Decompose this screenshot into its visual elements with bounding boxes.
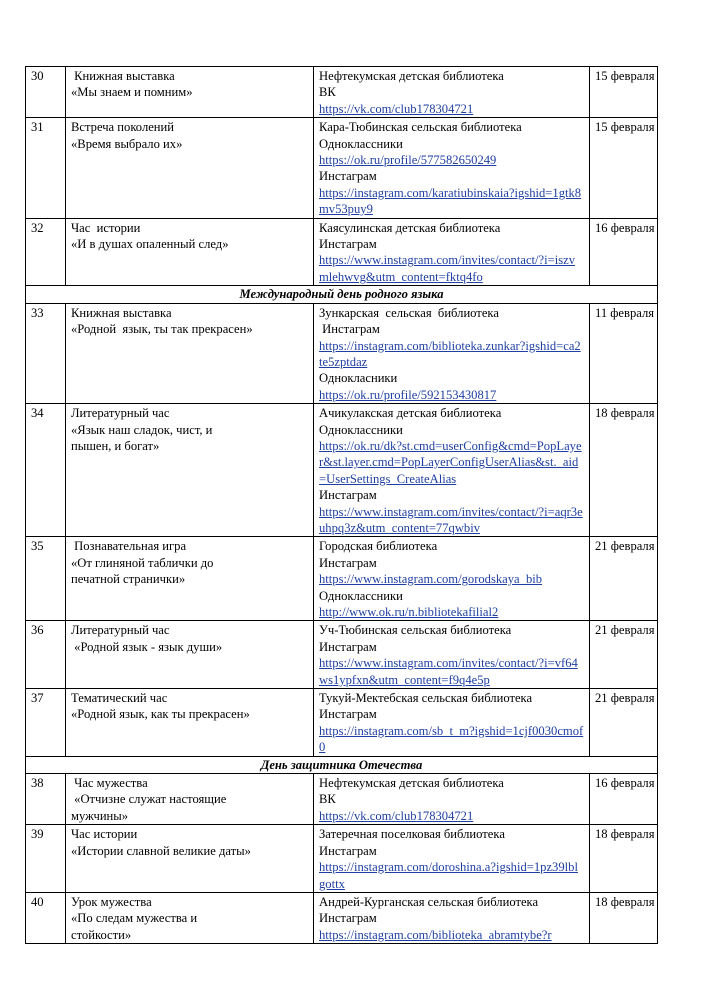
venue-line: Зункарская сельская библиотека	[319, 305, 499, 320]
venue-cell	[314, 404, 590, 537]
event-date: 21 февраля	[590, 689, 658, 757]
event-cell	[66, 537, 314, 621]
event-line: Урок мужества	[71, 894, 152, 909]
venue-link[interactable]: https://www.instagram.com/invites/contact/?i=iszvmlehwvg&utm_content=fktq4fo	[319, 253, 576, 284]
event-cell	[66, 118, 314, 218]
event-date: 18 февраля	[590, 892, 658, 943]
event-line: пышен, и богат»	[71, 438, 160, 453]
event-cell	[66, 689, 314, 757]
venue-line: Ачикулакская детская библиотека	[319, 406, 502, 421]
events-table	[25, 66, 658, 944]
venue-line: Инстаграм	[319, 169, 377, 184]
row-number: 37	[26, 689, 66, 757]
venue-line: Нефтекумская детская библиотека	[319, 69, 504, 83]
venue-cell	[314, 537, 590, 621]
row-number: 30	[26, 67, 66, 118]
venue-link[interactable]: https://vk.com/club178304721	[319, 101, 474, 116]
event-date: 21 февраля	[590, 621, 658, 689]
events-table-body	[26, 67, 658, 944]
event-line: «От глиняной таблички до	[71, 555, 214, 570]
venue-cell	[314, 118, 590, 218]
venue-link[interactable]: https://ok.ru/profile/577582650249	[319, 153, 497, 168]
event-line: печатной странички»	[71, 572, 186, 587]
event-line: «И в душах опаленный след»	[71, 237, 229, 252]
row-number: 35	[26, 537, 66, 621]
event-line: Книжная выставка	[71, 305, 172, 320]
venue-line: Одноклассники	[319, 422, 403, 437]
venue-link[interactable]: https://instagram.com/sb_t_m?igshid=1cjf0030cmof0	[319, 723, 584, 755]
venue-cell	[314, 689, 590, 757]
event-line: «Время выбрало их»	[71, 136, 183, 151]
table-row	[26, 774, 658, 825]
event-line: Час истории	[71, 827, 138, 842]
row-number: 32	[26, 218, 66, 286]
event-line: «По следам мужества и	[71, 911, 198, 926]
venue-link[interactable]: https://instagram.com/biblioteka.zunkar?igshid=ca2te5zptdaz	[319, 338, 581, 369]
venue-cell	[314, 303, 590, 403]
venue-line: Кара-Тюбинская сельская библиотека	[319, 120, 522, 135]
event-line: Литературный час	[71, 406, 170, 421]
table-row	[26, 404, 658, 537]
table-row	[26, 67, 658, 118]
section-heading: Международный день родного языка	[26, 286, 658, 303]
table-row	[26, 303, 658, 403]
section-heading-row	[26, 286, 658, 303]
event-line: Час мужества	[71, 776, 148, 791]
venue-link[interactable]: http://www.ok.ru/n.bibliotekafilial2	[319, 605, 499, 619]
section-heading: День защитника Отечества	[26, 756, 658, 773]
event-cell	[66, 303, 314, 403]
event-line: «Отчизне служат настоящие	[71, 792, 227, 807]
venue-line: Каясулинская детская библиотека	[319, 220, 501, 235]
venue-link[interactable]: https://www.instagram.com/gorodskaya_bib	[319, 572, 543, 587]
venue-cell	[314, 892, 590, 943]
event-cell	[66, 67, 314, 118]
venue-cell	[314, 825, 590, 893]
event-cell	[66, 218, 314, 286]
venue-line: Инстаграм	[319, 911, 377, 926]
event-line: мужчины»	[71, 808, 129, 823]
event-line: «Родной язык, как ты прекрасен»	[71, 707, 250, 722]
event-date: 16 февраля	[590, 774, 658, 825]
venue-line: Затеречная поселковая библиотека	[319, 827, 505, 842]
venue-link[interactable]: https://instagram.com/doroshina.a?igshid=1pz39lblgottx	[319, 860, 578, 891]
row-number: 38	[26, 774, 66, 825]
event-date: 21 февраля	[590, 537, 658, 621]
venue-line: Инстаграм	[319, 488, 377, 503]
venue-line: Однокласники	[319, 371, 398, 386]
venue-link[interactable]: https://instagram.com/biblioteka_abramtybe?r	[319, 927, 552, 942]
event-cell	[66, 774, 314, 825]
venue-line: Городская библиотека	[319, 539, 438, 554]
event-line: Тематический час	[71, 691, 168, 706]
table-row	[26, 825, 658, 893]
table-row	[26, 689, 658, 757]
event-date: 15 февраля	[590, 67, 658, 118]
row-number: 34	[26, 404, 66, 537]
venue-line: Инстаграм	[319, 707, 377, 722]
event-cell	[66, 404, 314, 537]
venue-line: Инстаграм	[319, 639, 377, 654]
venue-line: ВК	[319, 792, 336, 807]
event-date: 18 февраля	[590, 825, 658, 893]
event-date: 11 февраля	[590, 303, 658, 403]
venue-link[interactable]: https://ok.ru/dk?st.cmd=userConfig&cmd=PopLayer&st.layer.cmd=PopLayerConfigUserAlias&st._aid=UserSettings_CreateAlias	[319, 438, 582, 486]
row-number: 39	[26, 825, 66, 893]
event-line: «Родной язык, ты так прекрасен»	[71, 322, 253, 337]
event-date: 15 февраля	[590, 118, 658, 218]
venue-line: Тукуй-Мектебская сельская библиотека	[319, 691, 533, 706]
event-line: Час истории	[71, 220, 141, 235]
event-line: Познавательная игра	[71, 539, 187, 554]
venue-line: Одноклассники	[319, 588, 403, 603]
venue-cell	[314, 218, 590, 286]
venue-line: Инстаграм	[319, 555, 377, 570]
event-date: 16 февраля	[590, 218, 658, 286]
event-date: 18 февраля	[590, 404, 658, 537]
event-line: Литературный час	[71, 623, 170, 638]
event-line: Встреча поколений	[71, 120, 175, 135]
event-cell	[66, 621, 314, 689]
venue-line: Нефтекумская детская библиотека	[319, 776, 504, 791]
venue-link[interactable]: https://ok.ru/profile/592153430817	[319, 387, 497, 402]
table-row	[26, 892, 658, 943]
venue-cell	[314, 621, 590, 689]
row-number: 31	[26, 118, 66, 218]
event-line: «Язык наш сладок, чист, и	[71, 422, 213, 437]
venue-line: ВК	[319, 85, 336, 100]
row-number: 33	[26, 303, 66, 403]
venue-line: Инстаграм	[319, 237, 377, 252]
event-line: «Родной язык - язык души»	[71, 639, 223, 654]
event-cell	[66, 892, 314, 943]
table-row	[26, 218, 658, 286]
table-row	[26, 621, 658, 689]
venue-link[interactable]: https://www.instagram.com/invites/contact/?i=aqr3euhpq3z&utm_content=77qwbiv	[319, 504, 583, 535]
section-heading-row	[26, 756, 658, 773]
row-number: 36	[26, 621, 66, 689]
venue-line: Инстаграм	[319, 843, 377, 858]
venue-link[interactable]: https://vk.com/club178304721	[319, 808, 474, 823]
table-row	[26, 537, 658, 621]
venue-cell	[314, 774, 590, 825]
event-line: «Истории славной великие даты»	[71, 843, 251, 858]
venue-line: Инстаграм	[319, 322, 380, 337]
venue-cell	[314, 67, 590, 118]
venue-link[interactable]: https://www.instagram.com/invites/contact/?i=vf64ws1ypfxn&utm_content=f9q4e5p	[319, 656, 578, 687]
row-number: 40	[26, 892, 66, 943]
table-row	[26, 118, 658, 218]
venue-line: Андрей-Курганская сельская библиотека	[319, 894, 539, 909]
venue-line: Уч-Тюбинская сельская библиотека	[319, 623, 512, 638]
event-line: Книжная выставка	[71, 69, 175, 83]
venue-line: Одноклассники	[319, 136, 403, 151]
event-line: стойкости»	[71, 927, 132, 942]
event-cell	[66, 825, 314, 893]
event-line: «Мы знаем и помним»	[71, 85, 193, 100]
venue-link[interactable]: https://instagram.com/karatiubinskaia?igshid=1gtk8mv53puy9	[319, 185, 582, 217]
